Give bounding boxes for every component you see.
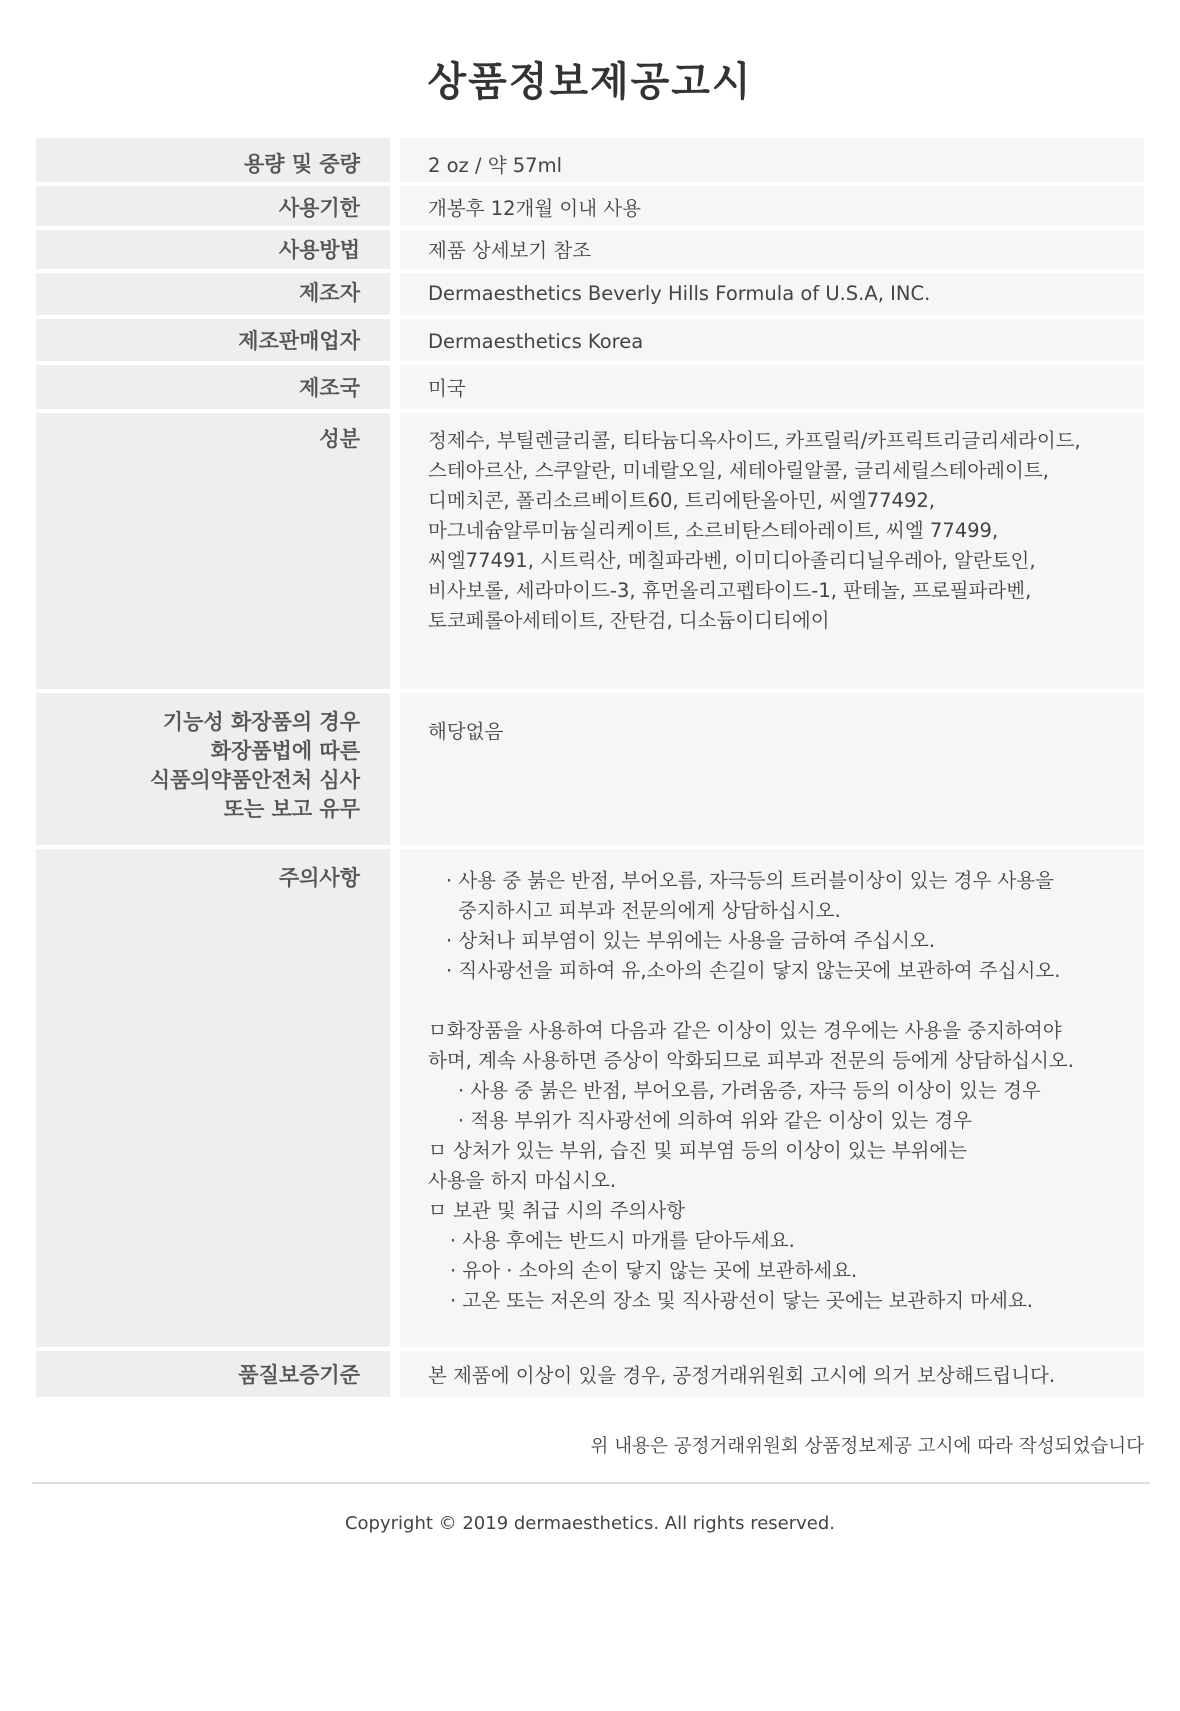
value-text: · 고온 또는 저온의 장소 및 직사광선이 닿는 곳에는 보관하지 마세요. — [450, 1289, 1033, 1312]
label-text: 식품의약품안전처 심사 — [149, 768, 360, 792]
row-value — [400, 138, 1144, 186]
row-value — [400, 319, 1144, 365]
value-text: 본 제품에 이상이 있을 경우, 공정거래위원회 고시에 의거 보상해드립니다. — [428, 1364, 1056, 1387]
row-value — [400, 273, 1144, 319]
footnote: 위 내용은 공정거래위원회 상품정보제공 고시에 따라 작성되었습니다 — [590, 1436, 1144, 1457]
table-row — [36, 365, 1144, 413]
table-row — [36, 413, 1144, 693]
table-row — [36, 138, 1144, 186]
value-text: 해당없음 — [428, 720, 504, 743]
value-text: Dermaesthetics Beverly Hills Formula of U.S.A, INC. — [428, 282, 931, 305]
row-label — [36, 138, 400, 186]
label-text: 제조국 — [299, 376, 360, 400]
row-label — [36, 273, 400, 319]
value-text: 스테아르산, 스쿠알란, 미네랄오일, 세테아릴알콜, 글리세릴스테아레이트, — [428, 459, 1049, 482]
value-text: ㅁ 보관 및 취급 시의 주의사항 — [428, 1199, 686, 1222]
page-title: 상품정보제공고시 — [427, 59, 753, 105]
label-text: 제조자 — [299, 281, 360, 305]
row-value — [400, 365, 1144, 413]
divider — [32, 1482, 1150, 1484]
label-text: 또는 보고 유무 — [223, 797, 360, 821]
row-label — [36, 230, 400, 273]
row-label — [36, 693, 400, 849]
value-text: 씨엘77491, 시트릭산, 메칠파라벤, 이미디아졸리디닐우레아, 알란토인, — [428, 549, 1036, 572]
value-text: 사용을 하지 마십시오. — [428, 1169, 617, 1192]
value-text: · 상처나 피부염이 있는 부위에는 사용을 금하여 주십시오. — [446, 929, 936, 952]
table-row — [36, 230, 1144, 273]
value-text: ㅁ화장품을 사용하여 다음과 같은 이상이 있는 경우에는 사용을 중지하여야 — [428, 1019, 1062, 1042]
value-text: · 사용 중 붉은 반점, 부어오름, 가려움증, 자극 등의 이상이 있는 경우 — [458, 1079, 1041, 1102]
label-text: 용량 및 중량 — [243, 152, 360, 176]
value-text: 비사보롤, 세라마이드-3, 휴먼올리고펩타이드-1, 판테놀, 프로필파라벤, — [428, 579, 1032, 602]
label-text: 화장품법에 따른 — [210, 739, 360, 763]
value-text: 디메치콘, 폴리소르베이트60, 트리에탄올아민, 씨엘77492, — [428, 489, 935, 512]
row-value — [400, 230, 1144, 273]
value-text: · 적용 부위가 직사광선에 의하여 위와 같은 이상이 있는 경우 — [458, 1109, 973, 1132]
value-text: 개봉후 12개월 이내 사용 — [428, 197, 641, 220]
row-label — [36, 365, 400, 413]
table-row — [36, 849, 1144, 1351]
value-text: 2 oz / 약 57ml — [428, 154, 562, 177]
row-label — [36, 849, 400, 1351]
value-text: 제품 상세보기 참조 — [428, 239, 592, 262]
copyright: Copyright © 2019 dermaesthetics. All rights reserved. — [344, 1513, 836, 1534]
value-text: 마그네슘알루미늄실리케이트, 소르비탄스테아레이트, 씨엘 77499, — [428, 519, 999, 542]
label-text: 성분 — [319, 427, 360, 451]
value-text: 중지하시고 피부과 전문의에게 상담하십시오. — [458, 899, 841, 922]
table-row — [36, 1351, 1144, 1401]
row-value — [400, 693, 1144, 849]
table-row — [36, 693, 1144, 849]
row-label — [36, 1351, 400, 1401]
row-label — [36, 186, 400, 230]
row-value — [400, 186, 1144, 230]
row-label — [36, 319, 400, 365]
value-text: · 사용 후에는 반드시 마개를 닫아두세요. — [450, 1229, 795, 1252]
table-row — [36, 319, 1144, 365]
label-text: 사용방법 — [278, 238, 360, 262]
value-text — [428, 986, 1134, 1016]
table-row — [36, 186, 1144, 230]
label-text: 품질보증기준 — [238, 1363, 360, 1387]
row-value — [400, 413, 1144, 693]
value-text: 토코페롤아세테이트, 잔탄검, 디소듐이디티에이 — [428, 609, 830, 632]
value-text: 하며, 계속 사용하면 증상이 악화되므로 피부과 전문의 등에게 상담하십시오. — [428, 1049, 1074, 1072]
label-text: 사용기한 — [278, 196, 360, 220]
value-text: · 사용 중 붉은 반점, 부어오름, 자극등의 트러블이상이 있는 경우 사용을 — [446, 869, 1055, 892]
label-text: 주의사항 — [278, 866, 360, 890]
label-text: 제조판매업자 — [238, 329, 360, 353]
value-text: · 유아 · 소아의 손이 닿지 않는 곳에 보관하세요. — [450, 1259, 858, 1282]
value-text: ㅁ 상처가 있는 부위, 습진 및 피부염 등의 이상이 있는 부위에는 — [428, 1139, 968, 1162]
value-text: Dermaesthetics Korea — [428, 330, 644, 353]
table-row — [36, 273, 1144, 319]
label-text: 기능성 화장품의 경우 — [162, 710, 360, 734]
value-text: · 직사광선을 피하여 유,소아의 손길이 닿지 않는곳에 보관하여 주십시오. — [446, 959, 1061, 982]
product-info-table — [36, 138, 1144, 1401]
row-value — [400, 849, 1144, 1351]
value-text: 미국 — [428, 377, 466, 400]
row-label — [36, 413, 400, 693]
value-text: 정제수, 부틸렌글리콜, 티타늄디옥사이드, 카프릴릭/카프릭트리글리세라이드, — [428, 429, 1081, 452]
row-value — [400, 1351, 1144, 1401]
